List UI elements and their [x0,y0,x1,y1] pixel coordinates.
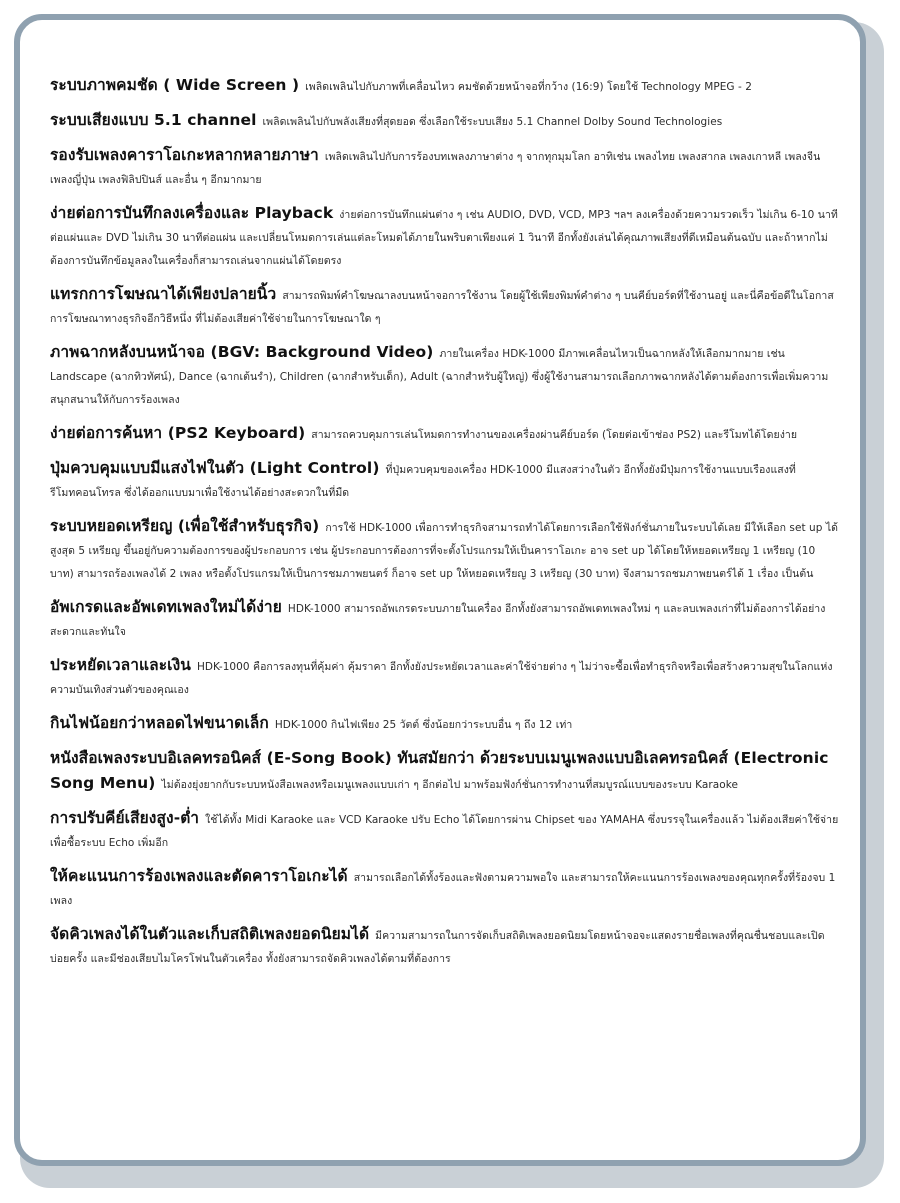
feature-heading: ภาพฉากหลังบนหน้าจอ (BGV: Background Video) [50,343,434,361]
feature-description: HDK-1000 กินไฟเพียง 25 วัตต์ ซึ่งน้อยกว่าระบบอื่น ๆ ถึง 12 เท่า [274,719,573,731]
feature-item-bgv [50,341,842,412]
feature-description: HDK-1000 สามารถอัพเกรดระบบภายในเครื่อง อีกทั้งยังสามารถอัพเดทเพลงใหม่ ๆ และลบเพลงเก่าที่ไม่ต้องการได้อย่างสะดวกและทันใจ [50,603,826,638]
feature-description: เพลิดเพลินไปกับพลังเสียงที่สุดยอด ซึ่งเลือกใช้ระบบเสียง 5.1 Channel Dolby Sound Technologies [262,116,723,128]
feature-description: เพลิดเพลินไปกับภาพที่เคลื่อนไหว คมชัดด้วยหน้าจอที่กว้าง (16:9) โดยใช้ Technology MPEG - 2 [305,81,752,93]
feature-description: HDK-1000 คือการลงทุนที่คุ้มค่า คุ้มราคา อีกทั้งยังประหยัดเวลาและค่าใช้จ่ายต่าง ๆ ไม่ว่าจะซื้อเพื่อทำธุรกิจหรือเพื่อสร้างความสุขในโลกแห่งความบันเทิงส่วนตัวของคุณเอง [50,661,833,696]
feature-heading: ง่ายต่อการค้นหา (PS2 Keyboard) [50,424,306,442]
feature-heading: ระบบภาพคมชัด ( Wide Screen ) [50,76,300,94]
feature-item-multilanguage [50,144,842,192]
feature-description: สามารถเลือกได้ทั้งร้องและฟังตามความพอใจ และสามารถให้คะแนนการร้องเพลงของคุณทุกครั้งที่ร้องจบ 1 เพลง [50,872,836,907]
feature-heading: แทรกการโฆษณาได้เพียงปลายนิ้ว [50,285,277,303]
feature-heading: การปรับคีย์เสียงสูง-ต่ำ [50,809,200,827]
feature-description: สามารถควบคุมการเล่นโหมดการทำงานของเครื่องผ่านคีย์บอร์ด (โดยต่อเข้าช่อง PS2) และรีโมทได้โดยง่าย [311,429,798,441]
feature-item-light-control [50,457,842,505]
feature-description: สามารถพิมพ์คำโฆษณาลงบนหน้าจอการใช้งาน โดยผู้ใช้เพียงพิมพ์คำต่าง ๆ บนคีย์บอร์ดที่ใช้งานอยู่ และนี่คือข้อดีในโอกาสการโฆษณาทางธุรกิจอีกวิธีหนึ่ง ที่ไม่ต้องเสียค่าใช้จ่ายในการโฆษณาใด ๆ [50,290,834,325]
feature-heading: อัพเกรดและอัพเดทเพลงใหม่ได้ง่าย [50,598,282,616]
feature-heading: ให้คะแนนการร้องเพลงและตัดคาราโอเกะได้ [50,867,348,885]
feature-item-keyboard [50,422,842,447]
feature-description: ภายในเครื่อง HDK-1000 มีภาพเคลื่อนไหวเป็นฉากหลังให้เลือกมากมาย เช่น Landscape (ฉากทิวทัศน์), Dance (ฉากเต้นรำ), Children (ฉากสำหรับเด็ก), Adult (ฉากสำหรับผู้ใหญ่) ซึ่งผู้ใช้งานสามารถเลือกภาพฉากหลังได้ตามต้องการเพื่อเพิ่มความสนุกสนานให้กับการร้องเพลง [50,348,829,406]
feature-heading: จัดคิวเพลงได้ในตัวและเก็บสถิติเพลงยอดนิยมได้ [50,925,370,943]
feature-heading: กินไฟน้อยกว่าหลอดไฟขนาดเล็ก [50,714,269,732]
feature-item-playback [50,202,842,273]
feature-description: ไม่ต้องยุ่งยากกับระบบหนังสือเพลงหรือเมนูเพลงแบบเก่า ๆ อีกต่อไป มาพร้อมฟังก์ชั่นการทำงานที่สมบูรณ์แบบของระบบ Karaoke [161,779,738,791]
feature-heading: ปุ่มควบคุมแบบมีแสงไฟในตัว (Light Control) [50,459,380,477]
feature-heading: ง่ายต่อการบันทึกลงเครื่องและ Playback [50,204,334,222]
feature-item-power [50,712,842,737]
feature-description: ที่ปุ่มควบคุมของเครื่อง HDK-1000 มีแสงสว่างในตัว อีกทั้งยังมีปุ่มการใช้งานแบบเรืองแสงที่รีโมทคอนโทรล ซึ่งได้ออกแบบมาเพื่อใช้งานได้อย่างสะดวกในที่มืด [50,464,796,499]
feature-heading: ระบบหยอดเหรียญ (เพื่อใช้สำหรับธุรกิจ) [50,517,320,535]
feature-item-wide-screen [50,74,842,99]
feature-list [50,74,842,971]
feature-heading: ระบบเสียงแบบ 5.1 channel [50,111,257,129]
feature-item-save-money [50,654,842,702]
feature-item-advertising [50,283,842,331]
feature-item-5-1-channel [50,109,842,134]
feature-description: เพลิดเพลินไปกับการร้องบทเพลงภาษาต่าง ๆ จากทุกมุมโลก อาทิเช่น เพลงไทย เพลงสากล เพลงเกาหลี เพลงจีน เพลงญี่ปุ่น เพลงฟิลิปปินส์ และอื่น ๆ อีกมากมาย [50,151,821,186]
feature-item-coin-system [50,515,842,586]
feature-item-key-adjust [50,807,842,855]
feature-description: มีความสามารถในการจัดเก็บสถิติเพลงยอดนิยมโดยหน้าจอจะแสดงรายชื่อเพลงที่คุณชื่นชอบและเปิดบ่อยครั้ง และมีช่องเสียบไมโครโฟนในตัวเครื่อง ทั้งยังสามารถจัดคิวเพลงได้ตามที่ต้องการ [50,930,825,965]
feature-item-upgrade [50,596,842,644]
feature-item-e-song-book [50,747,842,797]
feature-item-song-queue [50,923,842,971]
feature-description: ง่ายต่อการบันทึกแผ่นต่าง ๆ เช่น AUDIO, DVD, VCD, MP3 ฯลฯ ลงเครื่องด้วยความรวดเร็ว ไม่เกิน 6-10 นาทีต่อแผ่นและ DVD ไม่เกิน 30 นาทีต่อแผ่น และเปลี่ยนโหมดการเล่นแต่ละโหมดได้ภายในพริบตาเพียงแค่ 1 วินาที อีกทั้งยังเล่นได้คุณภาพเสียงที่ดีเหมือนต้นฉบับ และถ้าหากไม่ต้องการบันทึกข้อมูลลงในเครื่องก็สามารถเล่นจากแผ่นได้โดยตรง [50,209,838,267]
feature-heading: หนังสือเพลงระบบอิเลคทรอนิคส์ (E-Song Book) ทันสมัยกว่า ด้วยระบบเมนูเพลงแบบอิเลคทรอนิคส์ (Electronic Song Menu) [50,749,829,792]
feature-item-scoring [50,865,842,913]
feature-heading: ประหยัดเวลาและเงิน [50,656,191,674]
feature-description: การใช้ HDK-1000 เพื่อการทำธุรกิจสามารถทำได้โดยการเลือกใช้ฟังก์ชั่นภายในระบบได้เลย มีให้เลือก set up ได้สูงสุด 5 เหรียญ ขึ้นอยู่กับความต้องการของผู้ประกอบการ เช่น ผู้ประกอบการต้องการที่จะตั้งโปรแกรมให้เป็นคาราโอเกะ อาจ set up ได้โดยให้หยอดเหรียญ 1 เหรียญ (10 บาท) สามารถร้องเพลงได้ 2 เพลง หรือตั้งโปรแกรมให้เป็นการชมภาพยนตร์ ก็อาจ set up ให้หยอดเหรียญ 3 เหรียญ (30 บาท) จึงสามารถชมภาพยนตร์ได้ 1 เรื่อง เป็นต้น [50,522,839,580]
feature-heading: รองรับเพลงคาราโอเกะหลากหลายภาษา [50,146,319,164]
feature-description: ใช้ได้ทั้ง Midi Karaoke และ VCD Karaoke ปรับ Echo ได้โดยการผ่าน Chipset ของ YAMAHA ซึ่งบรรจุในเครื่องแล้ว ไม่ต้องเสียค่าใช้จ่ายเพื่อซื้อระบบ Echo เพิ่มอีก [50,814,839,849]
